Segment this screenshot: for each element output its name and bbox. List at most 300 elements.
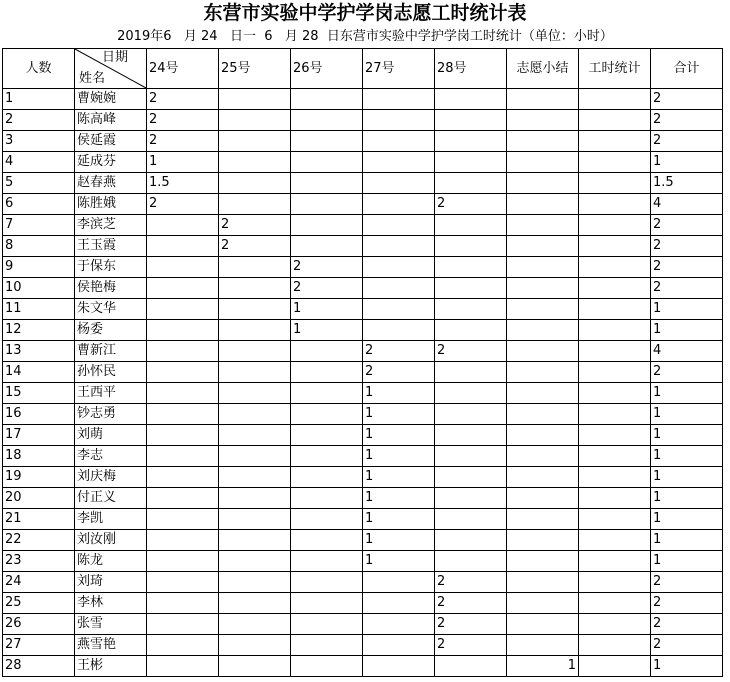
summary-cell[interactable] [507, 194, 579, 215]
day-hours-cell[interactable] [363, 173, 435, 194]
day-hours-cell[interactable] [219, 383, 291, 404]
hours-cell[interactable] [579, 236, 651, 257]
day-hours-cell[interactable] [363, 593, 435, 614]
day-hours-cell[interactable] [291, 194, 363, 215]
day-hours-cell[interactable] [363, 635, 435, 656]
day-hours-cell[interactable]: 2 [435, 341, 507, 362]
table-row [3, 278, 723, 299]
day-hours-cell[interactable] [219, 572, 291, 593]
hours-table [2, 48, 723, 677]
day-hours-cell[interactable] [147, 362, 219, 383]
hours-cell[interactable] [579, 110, 651, 131]
day-hours-cell[interactable] [435, 656, 507, 677]
day-hours-cell[interactable] [147, 509, 219, 530]
day-hours-cell[interactable] [219, 488, 291, 509]
volunteer-name[interactable]: 赵春燕 [75, 173, 147, 194]
header-day[interactable]: 26号 [291, 49, 363, 89]
hours-cell[interactable] [579, 278, 651, 299]
hours-cell[interactable] [579, 614, 651, 635]
day-hours-cell[interactable] [363, 89, 435, 110]
volunteer-name[interactable]: 延成芬 [75, 152, 147, 173]
day-hours-cell[interactable] [219, 467, 291, 488]
summary-cell[interactable] [507, 110, 579, 131]
day-hours-cell[interactable] [291, 341, 363, 362]
hours-cell[interactable] [579, 320, 651, 341]
day-hours-cell[interactable] [435, 131, 507, 152]
day-hours-cell[interactable] [147, 236, 219, 257]
total-cell[interactable]: 2 [651, 572, 723, 593]
day-hours-cell[interactable] [435, 320, 507, 341]
day-hours-cell[interactable] [219, 341, 291, 362]
header-count[interactable]: 人数 [3, 49, 75, 89]
row-number[interactable]: 4 [3, 152, 75, 173]
day-hours-cell[interactable]: 1 [291, 320, 363, 341]
day-hours-cell[interactable]: 1 [363, 383, 435, 404]
total-cell[interactable]: 2 [651, 131, 723, 152]
volunteer-name[interactable]: 刘汝刚 [75, 530, 147, 551]
day-hours-cell[interactable] [147, 572, 219, 593]
day-hours-cell[interactable] [147, 614, 219, 635]
total-cell[interactable]: 2 [651, 110, 723, 131]
summary-cell[interactable] [507, 320, 579, 341]
total-cell[interactable]: 2 [651, 614, 723, 635]
summary-cell[interactable] [507, 278, 579, 299]
volunteer-name[interactable]: 于保东 [75, 257, 147, 278]
day-hours-cell[interactable] [219, 362, 291, 383]
day-hours-cell[interactable] [219, 614, 291, 635]
row-number[interactable]: 27 [3, 635, 75, 656]
row-number[interactable]: 19 [3, 467, 75, 488]
day-hours-cell[interactable]: 2 [147, 131, 219, 152]
day-hours-cell[interactable] [291, 152, 363, 173]
total-cell[interactable]: 2 [651, 278, 723, 299]
day-hours-cell[interactable]: 2 [291, 278, 363, 299]
hours-cell[interactable] [579, 131, 651, 152]
volunteer-name[interactable]: 王玉霞 [75, 236, 147, 257]
day-hours-cell[interactable] [219, 530, 291, 551]
day-hours-cell[interactable] [435, 278, 507, 299]
table-row [3, 215, 723, 236]
day-hours-cell[interactable] [219, 173, 291, 194]
row-number[interactable]: 20 [3, 488, 75, 509]
row-number[interactable]: 9 [3, 257, 75, 278]
day-hours-cell[interactable]: 2 [147, 194, 219, 215]
day-hours-cell[interactable] [291, 614, 363, 635]
summary-cell[interactable] [507, 215, 579, 236]
day-hours-cell[interactable] [363, 194, 435, 215]
day-hours-cell[interactable] [147, 299, 219, 320]
table-row [3, 299, 723, 320]
total-cell[interactable]: 2 [651, 215, 723, 236]
day-hours-cell[interactable] [291, 635, 363, 656]
total-cell[interactable]: 2 [651, 593, 723, 614]
day-hours-cell[interactable] [147, 551, 219, 572]
day-hours-cell[interactable] [435, 530, 507, 551]
row-number[interactable]: 11 [3, 299, 75, 320]
day-hours-cell[interactable] [219, 299, 291, 320]
summary-cell[interactable] [507, 362, 579, 383]
summary-cell[interactable] [507, 236, 579, 257]
day-hours-cell[interactable]: 2 [435, 635, 507, 656]
hours-cell[interactable] [579, 215, 651, 236]
summary-cell[interactable] [507, 299, 579, 320]
day-hours-cell[interactable] [435, 509, 507, 530]
day-hours-cell[interactable] [363, 320, 435, 341]
volunteer-name[interactable]: 王西平 [75, 383, 147, 404]
day-hours-cell[interactable] [363, 656, 435, 677]
hours-cell[interactable] [579, 656, 651, 677]
day-hours-cell[interactable] [291, 404, 363, 425]
summary-cell[interactable] [507, 341, 579, 362]
volunteer-name[interactable]: 侯延霞 [75, 131, 147, 152]
day-hours-cell[interactable]: 1 [363, 446, 435, 467]
day-hours-cell[interactable] [291, 551, 363, 572]
hours-cell[interactable] [579, 467, 651, 488]
day-hours-cell[interactable]: 2 [363, 341, 435, 362]
day-hours-cell[interactable] [435, 404, 507, 425]
day-hours-cell[interactable] [219, 446, 291, 467]
hours-cell[interactable] [579, 362, 651, 383]
volunteer-name[interactable]: 朱文华 [75, 299, 147, 320]
day-hours-cell[interactable] [363, 215, 435, 236]
day-hours-cell[interactable] [147, 425, 219, 446]
row-number[interactable]: 17 [3, 425, 75, 446]
total-cell[interactable]: 1 [651, 425, 723, 446]
row-number[interactable]: 15 [3, 383, 75, 404]
day-hours-cell[interactable] [219, 404, 291, 425]
day-hours-cell[interactable] [363, 614, 435, 635]
summary-cell[interactable] [507, 509, 579, 530]
hours-cell[interactable] [579, 173, 651, 194]
total-cell[interactable]: 2 [651, 257, 723, 278]
day-hours-cell[interactable] [435, 236, 507, 257]
day-hours-cell[interactable] [147, 593, 219, 614]
summary-cell[interactable] [507, 425, 579, 446]
summary-cell[interactable] [507, 635, 579, 656]
day-hours-cell[interactable] [219, 131, 291, 152]
day-hours-cell[interactable] [363, 110, 435, 131]
volunteer-name[interactable]: 王彬 [75, 656, 147, 677]
header-hours[interactable]: 工时统计 [579, 49, 651, 89]
row-number[interactable]: 21 [3, 509, 75, 530]
header-date-name[interactable] [75, 49, 147, 89]
day-hours-cell[interactable] [219, 509, 291, 530]
row-number[interactable]: 10 [3, 278, 75, 299]
day-hours-cell[interactable]: 2 [219, 236, 291, 257]
total-cell[interactable]: 2 [651, 89, 723, 110]
header-date: 日期 [101, 50, 128, 65]
day-hours-cell[interactable] [291, 173, 363, 194]
volunteer-name[interactable]: 李凯 [75, 509, 147, 530]
summary-cell[interactable] [507, 257, 579, 278]
total-cell[interactable]: 1 [651, 509, 723, 530]
total-cell[interactable]: 1 [651, 488, 723, 509]
volunteer-name[interactable]: 刘萌 [75, 425, 147, 446]
header-day[interactable]: 24号 [147, 49, 219, 89]
row-number[interactable]: 26 [3, 614, 75, 635]
total-cell[interactable]: 4 [651, 341, 723, 362]
summary-cell[interactable] [507, 404, 579, 425]
day-hours-cell[interactable] [435, 110, 507, 131]
header-day[interactable]: 27号 [363, 49, 435, 89]
day-hours-cell[interactable] [219, 551, 291, 572]
row-number[interactable]: 28 [3, 656, 75, 677]
day-hours-cell[interactable] [147, 467, 219, 488]
summary-cell[interactable] [507, 173, 579, 194]
day-hours-cell[interactable] [147, 404, 219, 425]
day-hours-cell[interactable] [435, 446, 507, 467]
volunteer-name[interactable]: 钞志勇 [75, 404, 147, 425]
row-number[interactable]: 6 [3, 194, 75, 215]
summary-cell[interactable] [507, 152, 579, 173]
day-hours-cell[interactable]: 1 [363, 425, 435, 446]
day-hours-cell[interactable]: 2 [291, 257, 363, 278]
volunteer-name[interactable]: 孙怀民 [75, 362, 147, 383]
day-hours-cell[interactable] [147, 320, 219, 341]
day-hours-cell[interactable] [435, 173, 507, 194]
day-hours-cell[interactable] [363, 152, 435, 173]
volunteer-name[interactable]: 李林 [75, 593, 147, 614]
day-hours-cell[interactable] [291, 425, 363, 446]
summary-cell[interactable] [507, 572, 579, 593]
hours-cell[interactable] [579, 551, 651, 572]
hours-cell[interactable] [579, 635, 651, 656]
volunteer-name[interactable]: 刘琦 [75, 572, 147, 593]
summary-cell[interactable] [507, 551, 579, 572]
total-cell[interactable]: 1.5 [651, 173, 723, 194]
day-hours-cell[interactable] [435, 488, 507, 509]
summary-cell[interactable] [507, 488, 579, 509]
day-hours-cell[interactable] [435, 152, 507, 173]
summary-cell[interactable] [507, 614, 579, 635]
volunteer-name[interactable]: 张雪 [75, 614, 147, 635]
total-cell[interactable]: 1 [651, 299, 723, 320]
day-hours-cell[interactable] [363, 257, 435, 278]
day-hours-cell[interactable] [435, 299, 507, 320]
total-cell[interactable]: 1 [651, 152, 723, 173]
row-number[interactable]: 1 [3, 89, 75, 110]
header-total[interactable]: 合计 [651, 49, 723, 89]
table-row [3, 362, 723, 383]
row-number[interactable]: 7 [3, 215, 75, 236]
total-cell[interactable]: 2 [651, 236, 723, 257]
day-hours-cell[interactable]: 2 [435, 194, 507, 215]
volunteer-name[interactable]: 陈高峰 [75, 110, 147, 131]
table-row [3, 614, 723, 635]
row-number[interactable]: 22 [3, 530, 75, 551]
summary-cell[interactable] [507, 593, 579, 614]
day-hours-cell[interactable] [291, 593, 363, 614]
hours-cell[interactable] [579, 257, 651, 278]
volunteer-name[interactable]: 刘庆梅 [75, 467, 147, 488]
day-hours-cell[interactable]: 2 [219, 215, 291, 236]
total-cell[interactable]: 1 [651, 446, 723, 467]
day-hours-cell[interactable] [363, 131, 435, 152]
hours-cell[interactable] [579, 530, 651, 551]
day-hours-cell[interactable] [291, 362, 363, 383]
day-hours-cell[interactable] [219, 194, 291, 215]
day-hours-cell[interactable] [219, 425, 291, 446]
total-cell[interactable]: 1 [651, 530, 723, 551]
day-hours-cell[interactable] [291, 383, 363, 404]
volunteer-name[interactable]: 李志 [75, 446, 147, 467]
volunteer-name[interactable]: 陈龙 [75, 551, 147, 572]
summary-cell[interactable] [507, 467, 579, 488]
day-hours-cell[interactable] [291, 488, 363, 509]
table-row [3, 467, 723, 488]
header-day[interactable]: 28号 [435, 49, 507, 89]
day-hours-cell[interactable] [147, 215, 219, 236]
volunteer-name[interactable]: 侯艳梅 [75, 278, 147, 299]
row-number[interactable]: 16 [3, 404, 75, 425]
day-hours-cell[interactable] [219, 152, 291, 173]
day-hours-cell[interactable] [219, 278, 291, 299]
row-number[interactable]: 3 [3, 131, 75, 152]
volunteer-name[interactable]: 李滨芝 [75, 215, 147, 236]
table-row [3, 320, 723, 341]
day-hours-cell[interactable] [219, 320, 291, 341]
day-hours-cell[interactable] [291, 131, 363, 152]
total-cell[interactable]: 4 [651, 194, 723, 215]
day-hours-cell[interactable] [435, 257, 507, 278]
day-hours-cell[interactable]: 1 [363, 488, 435, 509]
day-hours-cell[interactable] [435, 215, 507, 236]
summary-cell[interactable] [507, 383, 579, 404]
volunteer-name[interactable]: 付正义 [75, 488, 147, 509]
volunteer-name[interactable]: 杨委 [75, 320, 147, 341]
day-hours-cell[interactable] [291, 236, 363, 257]
volunteer-name[interactable]: 曹婉婉 [75, 89, 147, 110]
day-hours-cell[interactable]: 1 [363, 467, 435, 488]
hours-cell[interactable] [579, 593, 651, 614]
day-hours-cell[interactable]: 2 [435, 593, 507, 614]
summary-cell[interactable] [507, 89, 579, 110]
day-hours-cell[interactable] [291, 530, 363, 551]
day-hours-cell[interactable] [147, 635, 219, 656]
row-number[interactable]: 18 [3, 446, 75, 467]
day-hours-cell[interactable] [147, 383, 219, 404]
hours-cell[interactable] [579, 404, 651, 425]
total-cell[interactable]: 1 [651, 404, 723, 425]
day-hours-cell[interactable] [147, 446, 219, 467]
hours-cell[interactable] [579, 425, 651, 446]
day-hours-cell[interactable] [219, 110, 291, 131]
day-hours-cell[interactable] [219, 635, 291, 656]
table-row [3, 236, 723, 257]
day-hours-cell[interactable] [435, 383, 507, 404]
day-hours-cell[interactable] [291, 509, 363, 530]
day-hours-cell[interactable] [147, 656, 219, 677]
day-hours-cell[interactable] [219, 593, 291, 614]
row-number[interactable]: 12 [3, 320, 75, 341]
summary-cell[interactable] [507, 446, 579, 467]
day-hours-cell[interactable] [291, 656, 363, 677]
day-hours-cell[interactable] [147, 341, 219, 362]
day-hours-cell[interactable]: 2 [435, 614, 507, 635]
day-hours-cell[interactable] [363, 236, 435, 257]
day-hours-cell[interactable]: 2 [363, 362, 435, 383]
day-hours-cell[interactable]: 2 [147, 89, 219, 110]
hours-cell[interactable] [579, 446, 651, 467]
day-hours-cell[interactable] [435, 551, 507, 572]
day-hours-cell[interactable] [219, 89, 291, 110]
header-day[interactable]: 25号 [219, 49, 291, 89]
summary-cell[interactable] [507, 131, 579, 152]
day-hours-cell[interactable]: 1 [363, 530, 435, 551]
day-hours-cell[interactable]: 1 [363, 509, 435, 530]
day-hours-cell[interactable] [291, 215, 363, 236]
day-hours-cell[interactable] [435, 467, 507, 488]
hours-cell[interactable] [579, 572, 651, 593]
row-number[interactable]: 2 [3, 110, 75, 131]
hours-cell[interactable] [579, 341, 651, 362]
row-number[interactable]: 23 [3, 551, 75, 572]
day-hours-cell[interactable] [291, 446, 363, 467]
total-cell[interactable]: 1 [651, 551, 723, 572]
total-cell[interactable]: 1 [651, 320, 723, 341]
day-hours-cell[interactable] [291, 572, 363, 593]
hours-cell[interactable] [579, 509, 651, 530]
row-number[interactable]: 14 [3, 362, 75, 383]
day-hours-cell[interactable] [435, 362, 507, 383]
total-cell[interactable]: 1 [651, 656, 723, 677]
hours-cell[interactable] [579, 89, 651, 110]
day-hours-cell[interactable] [219, 257, 291, 278]
row-number[interactable]: 25 [3, 593, 75, 614]
day-hours-cell[interactable]: 2 [147, 110, 219, 131]
row-number[interactable]: 13 [3, 341, 75, 362]
day-hours-cell[interactable]: 2 [435, 572, 507, 593]
total-cell[interactable]: 2 [651, 635, 723, 656]
day-hours-cell[interactable] [291, 89, 363, 110]
day-hours-cell[interactable] [147, 488, 219, 509]
row-number[interactable]: 5 [3, 173, 75, 194]
total-cell[interactable]: 1 [651, 383, 723, 404]
day-hours-cell[interactable] [291, 110, 363, 131]
row-number[interactable]: 24 [3, 572, 75, 593]
hours-cell[interactable] [579, 152, 651, 173]
total-cell[interactable]: 1 [651, 467, 723, 488]
day-hours-cell[interactable] [291, 467, 363, 488]
day-hours-cell[interactable] [147, 257, 219, 278]
volunteer-name[interactable]: 曹新江 [75, 341, 147, 362]
day-hours-cell[interactable] [147, 278, 219, 299]
day-hours-cell[interactable] [219, 656, 291, 677]
day-hours-cell[interactable]: 1 [147, 152, 219, 173]
volunteer-name[interactable]: 燕雪艳 [75, 635, 147, 656]
day-hours-cell[interactable]: 1 [363, 404, 435, 425]
hours-cell[interactable] [579, 383, 651, 404]
volunteer-name[interactable]: 陈胜娥 [75, 194, 147, 215]
day-hours-cell[interactable]: 1.5 [147, 173, 219, 194]
summary-cell[interactable]: 1 [507, 656, 579, 677]
day-hours-cell[interactable] [147, 530, 219, 551]
day-hours-cell[interactable] [435, 89, 507, 110]
hours-cell[interactable] [579, 488, 651, 509]
hours-cell[interactable] [579, 194, 651, 215]
day-hours-cell[interactable]: 1 [363, 551, 435, 572]
day-hours-cell[interactable] [363, 278, 435, 299]
day-hours-cell[interactable]: 1 [291, 299, 363, 320]
day-hours-cell[interactable] [363, 299, 435, 320]
header-summary[interactable]: 志愿小结 [507, 49, 579, 89]
total-cell[interactable]: 2 [651, 362, 723, 383]
row-number[interactable]: 8 [3, 236, 75, 257]
summary-cell[interactable] [507, 530, 579, 551]
day-hours-cell[interactable] [363, 572, 435, 593]
day-hours-cell[interactable] [435, 425, 507, 446]
hours-cell[interactable] [579, 299, 651, 320]
